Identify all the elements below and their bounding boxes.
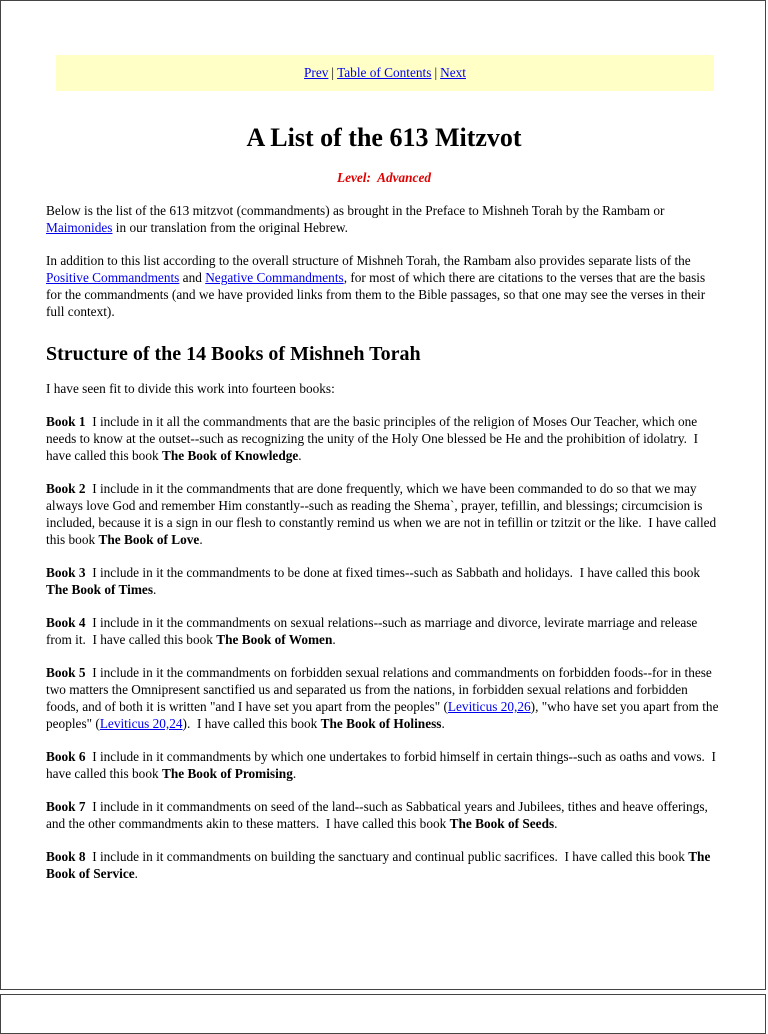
book-entry	[46, 664, 722, 732]
book-text: I include in it commandments on building the sanctuary and continual public sacrifices. I have called this book	[85, 849, 689, 864]
section-intro: I have seen fit to divide this work into fourteen books:	[46, 381, 335, 396]
book-label: Book 2	[46, 481, 86, 496]
book-entry	[46, 798, 722, 832]
intro-text: in our translation from the original Hebrew.	[112, 220, 348, 235]
book-title: The Book of Times	[46, 582, 154, 597]
leviticus-20-26-link[interactable]: Leviticus 20,26	[447, 699, 531, 714]
book-entry	[46, 480, 722, 548]
book-label: Book 1	[46, 414, 86, 429]
document-content	[46, 55, 722, 898]
book-end: .	[134, 866, 138, 881]
book-entry	[46, 848, 722, 882]
book-end: .	[554, 816, 558, 831]
intro-text: and	[179, 270, 206, 285]
book-text: I include in it the commandments on forbidden sexual relations and commandments on forbidden foods--for in these two matters the Omnipresent sanctified us and separated us from the nations, in forbidden sexual relations and forbidden foods, and of both it is written "and I have set you apart from the peoples" (	[46, 665, 716, 714]
positive-commandments-link[interactable]: Positive Commandments	[46, 270, 180, 285]
book-entry	[46, 748, 722, 782]
book-text: I include in it the commandments to be done at fixed times--such as Sabbath and holidays. I have called this book	[85, 565, 704, 580]
next-page-frame	[0, 994, 766, 1034]
book-end: .	[332, 632, 336, 647]
table-of-contents-link[interactable]: Table of Contents	[337, 65, 432, 80]
intro-paragraph-2	[46, 252, 722, 320]
book-text: I include in it commandments by which one undertakes to forbid himself in certain things--such as oaths and vows. I have called this book	[46, 749, 720, 781]
nav-separator: |	[331, 65, 335, 80]
book-title: The Book of Knowledge	[161, 448, 299, 463]
book-text: I include in it commandments on seed of the land--such as Sabbatical years and Jubilees, tithes and heave offerings, and the other commandments akin to these matters. I have called this book	[46, 799, 712, 831]
book-text: ), "who have set you apart from the peoples" (	[46, 699, 719, 731]
book-entry	[46, 614, 722, 648]
section-heading: Structure of the 14 Books of Mishneh Torah	[46, 343, 421, 365]
nav-bar	[56, 55, 714, 91]
book-label: Book 8	[46, 849, 86, 864]
next-link[interactable]: Next	[440, 65, 466, 80]
intro-text: In addition to this list according to the overall structure of Mishneh Torah, the Rambam also provides separate lists of the	[46, 253, 691, 268]
book-label: Book 7	[46, 799, 86, 814]
book-title: The Book of Love	[98, 532, 200, 547]
book-text: ). I have called this book	[182, 716, 321, 731]
book-title: The Book of Promising	[161, 766, 293, 781]
book-label: Book 5	[46, 665, 86, 680]
page-title: A List of the 613 Mitzvot	[246, 123, 522, 152]
book-end: .	[292, 766, 297, 781]
book-entry	[46, 564, 722, 598]
level-label: Level: Advanced	[336, 170, 432, 185]
leviticus-20-24-link[interactable]: Leviticus 20,24	[99, 716, 183, 731]
book-text: I include in it the commandments on sexual relations--such as marriage and divorce, levirate marriage and release from it. I have called this book	[46, 615, 701, 647]
book-text: I include in it all the commandments that are the basic principles of the religion of Moses Our Teacher, which one needs to know at the outset--such as recognizing the unity of the Holy One blessed be He and the prohibition of idolatry. I have called this book	[46, 414, 702, 463]
book-end: .	[153, 582, 157, 597]
book-label: Book 4	[46, 615, 86, 630]
book-title: The Book of Holiness	[320, 716, 442, 731]
nav-separator: |	[434, 65, 438, 80]
maimonides-link[interactable]: Maimonides	[46, 220, 113, 235]
book-title: The Book of Service	[46, 849, 711, 881]
book-label: Book 6	[46, 749, 86, 764]
intro-text: Below is the list of the 613 mitzvot (commandments) as brought in the Preface to Mishneh Torah by the Rambam or	[46, 203, 665, 218]
book-entry	[46, 413, 722, 464]
negative-commandments-link[interactable]: Negative Commandments	[205, 270, 344, 285]
book-title: The Book of Seeds	[449, 816, 555, 831]
prev-link[interactable]: Prev	[304, 65, 329, 80]
intro-text: , for most of which there are citations to the verses that are the basis for the commandments (and we have provided links from them to the Bible passages, so that one may see the verses in their full context).	[46, 270, 706, 319]
book-end: .	[298, 448, 302, 463]
book-title: The Book of Women	[216, 632, 333, 647]
book-text: I include in it the commandments that are done frequently, which we have been commanded to do so that we may always love God and remember Him constantly--such as reading the Shema`, prayer, tefillin, and blessings; circumcision is included, because it is a sign in our flesh to constantly remind us when we are not in tefillin or tzitzit or the like. I have called this book	[46, 481, 720, 547]
intro-paragraph-1	[46, 202, 722, 236]
book-end: .	[441, 716, 445, 731]
book-label: Book 3	[46, 565, 86, 580]
book-end: .	[199, 532, 203, 547]
